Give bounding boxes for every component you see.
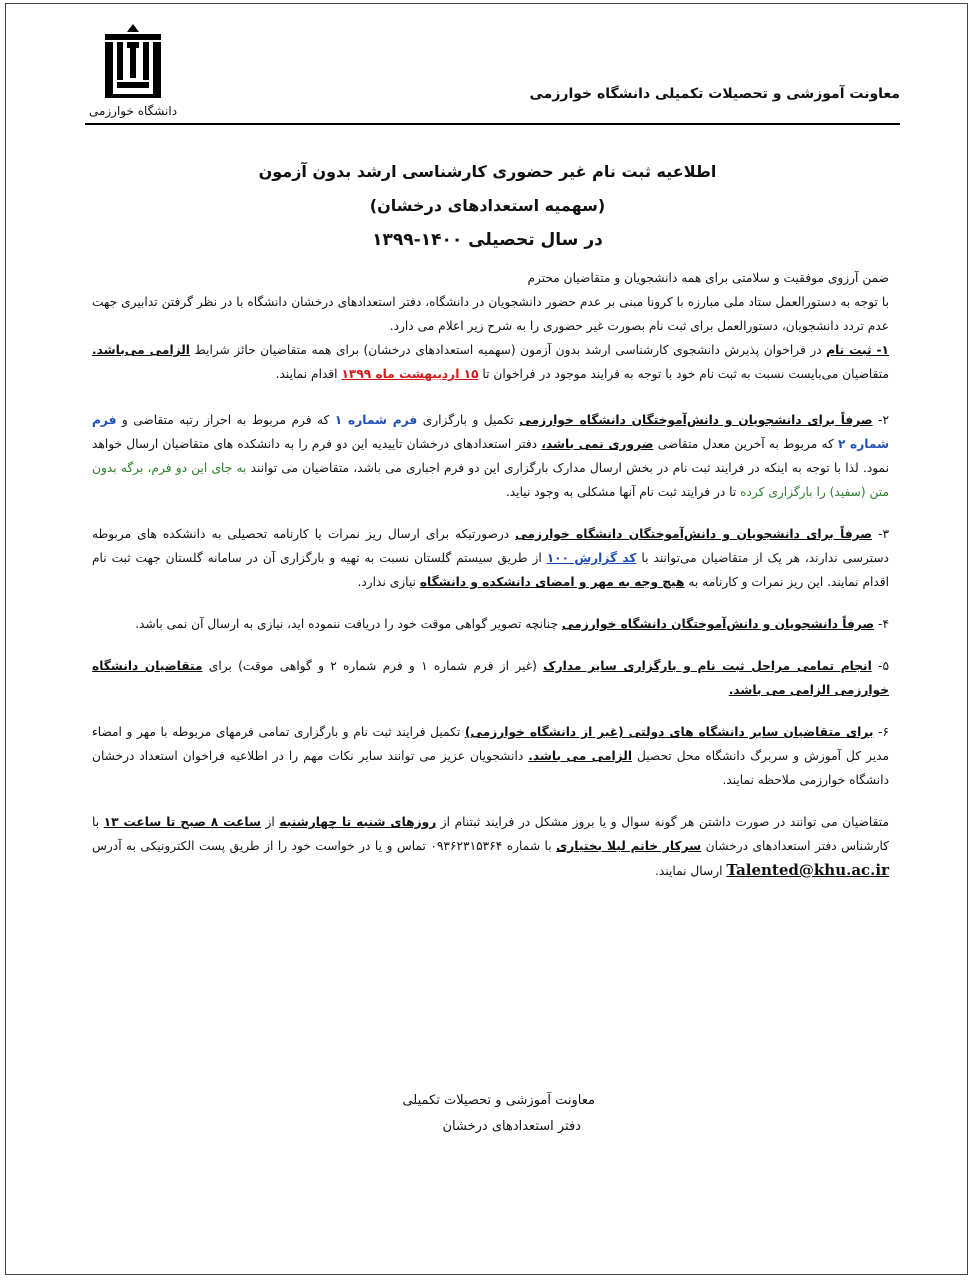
title-line-3: در سال تحصیلی ۱۴۰۰-۱۳۹۹ [372, 230, 603, 250]
logo-caption: دانشگاه خوارزمی [88, 104, 178, 118]
office-title: معاونت آموزشی و تحصیلات تکمیلی دانشگاه خوارزمی [529, 86, 900, 102]
intro-paragraph: با توجه به دستورالعمل ستاد ملی مبارزه با کرونا مبنی بر عدم حضور دانشجویان در دانشگاه، دفتر استعدادهای درخشان دانشگاه با در نظر گرفتن تدابیری جهت عدم تردد دانشجویان، دستورالعمل برای ثبت نام بصورت غیر حضوری را به شرح زیر اعلام می دارد. [92, 295, 889, 333]
item-1: ۱- ثبت نام در فراخوان پذیرش دانشجوی کارشناسی ارشد بدون آزمون (سهمیه استعدادهای درخشان) برای همه متقاضیان حائز شرایط الزامی می‌باشد. متقاضیان می‌بایست نسبت به ثبت نام خود با توجه به فرایند موجود در فراخوان تا ۱۵ اردیبهشت ماه ۱۳۹۹ اقدام نمایند. [92, 343, 889, 381]
item-6-lead: برای متقاضیان سایر دانشگاه های دولتی (غیر از دانشگاه خوارزمی) [464, 725, 874, 739]
announcement-body [92, 266, 889, 883]
item-3-lead: صرفاً برای دانشجویان و دانش‌آموختگان دانشگاه خوارزمی [515, 527, 873, 541]
blank-page-note: به جای این دو فرم، برگه بدون متن (سفید) را بارگزاری کرده [92, 461, 889, 499]
item-2: ۲- صرفاً برای دانشجویان و دانش‌آموختگان دانشگاه خوارزمی تکمیل و بارگزاری فرم شماره ۱ که فرم مربوط به احراز رتبه متقاضی و فرم شماره ۲ که مربوط به آخرین معدل متقاضی ضروری نمی باشد، دفتر استعدادهای درخشان تاییدیه این دو فرم را به دانشکده های متقاضیان ارسال خواهد نمود. لذا با توجه به اینکه در فرایند ثبت نام در بخش ارسال مدارک بارگزاری این دو فرم اجباری می باشد، متقاضیان می توانند به جای این دو فرم، برگه بدون متن (سفید) را بارگزاری کرده تا در فرایند ثبت نام آنها مشکلی به وجود نیاید. [92, 413, 889, 499]
contact-days: روزهای شنبه تا چهارشنبه [279, 815, 437, 829]
item-5: ۵- انجام تمامی مراحل ثبت نام و بارگزاری سایر مدارک (غیر از فرم شماره ۱ و فرم شماره ۲ و گواهی موقت) برای متقاضیان دانشگاه خوارزمی الزامی می باشد. [92, 659, 889, 697]
title-line-1: اطلاعیه ثبت نام غیر حضوری کارشناسی ارشد بدون آزمون [258, 162, 717, 181]
header-divider [85, 123, 900, 125]
item-5-required: متقاضیان دانشگاه خوارزمی الزامی می باشد. [92, 659, 889, 697]
item-1-number: ۱- ثبت نام [826, 343, 889, 357]
contact-paragraph: متقاضیان می توانند در صورت داشتن هر گونه سوال و یا بروز مشکل در فرایند ثبتنام از روزهای شنبه تا چهارشنبه از ساعت ۸ صبح تا ساعت ۱۳ با کارشناس دفتر استعدادهای درخشان سرکار خانم لیلا بختیاری با شماره ۰۹۳۶۲۳۱۵۳۶۴ تماس و یا در خواست خود را از طریق پست الکترونیکی به آدرس Talented@khu.ac.ir ارسال نمایند. [92, 815, 889, 879]
no-stamp-text: هیچ وجه به مهر و امضای دانشکده و دانشگاه [419, 575, 685, 589]
not-required-text: ضروری نمی باشد، [541, 437, 654, 451]
form-1-label: فرم شماره ۱ [334, 413, 418, 427]
report-code: کد گزارش ۱۰۰ [546, 551, 637, 565]
item-4-lead: صرفاً دانشجویان و دانش‌آموختگان دانشگاه خوارزمی [561, 617, 875, 631]
university-logo [88, 22, 178, 118]
greeting: ضمن آرزوی موفقیت و سلامتی برای همه دانشجویان و متقاضیان محترم [527, 271, 889, 285]
required-text: الزامی می‌باشد. [92, 343, 190, 357]
signature-line-2: دفتر استعدادهای درخشان [442, 1119, 581, 1134]
item-2-lead: صرفاً برای دانشجویان و دانش‌آموختگان دانشگاه خوارزمی [519, 413, 873, 427]
form-2-label: فرم شماره ۲ [92, 413, 889, 451]
contact-name: سرکار خانم لیلا بختیاری [556, 839, 702, 853]
title-line-2: (سهمیه استعدادهای درخشان) [369, 196, 606, 215]
item-6: ۶- برای متقاضیان سایر دانشگاه های دولتی (غیر از دانشگاه خوارزمی) تکمیل فرایند ثبت نام و بارگزاری تمامی فرمهای مربوطه با مهر و امضاء مدیر کل آموزش و سربرگ دانشگاه محل تحصیل الزامی می باشد. دانشجویان عزیز می توانند سایر نکات مهم را در اطلاعیه فراخوان استعداد درخشان دانشگاه خوارزمی ملاحظه نمایند. [92, 725, 890, 787]
item-5-lead: انجام تمامی مراحل ثبت نام و بارگزاری سایر مدارک [543, 659, 872, 673]
kharazmi-logo-icon [101, 22, 165, 100]
deadline-date: ۱۵ اردیبهشت ماه ۱۳۹۹ [341, 367, 479, 381]
item-3: ۳- صرفاً برای دانشجویان و دانش‌آموختگان دانشگاه خوارزمی درصورتیکه برای ارسال ریز نمرات یا کارنامه تحصیلی به دانشکده های مربوطه دسترسی ندارند، هر یک از متقاضیان می‌توانند با کد گزارش ۱۰۰ از طریق سیستم گلستان نسبت به تهیه و بارگزاری آن در سامانه گلستان جهت ثبت نام اقدام نمایند. این ریز نمرات و کارنامه به هیچ وجه به مهر و امضای دانشکده و دانشگاه نیازی ندارد. [92, 527, 890, 589]
announcement-title [0, 155, 975, 257]
item-6-required: الزامی می باشد. [528, 749, 633, 763]
signature-block [402, 1088, 595, 1140]
item-4: ۴- صرفاً دانشجویان و دانش‌آموختگان دانشگاه خوارزمی چنانچه تصویر گواهی موقت خود را دریافت ننموده اید، نیازی به ارسال آن نمی باشد. [135, 617, 889, 631]
contact-hours: ساعت ۸ صبح تا ساعت ۱۳ [103, 815, 261, 829]
signature-line-1: معاونت آموزشی و تحصیلات تکمیلی [402, 1093, 595, 1108]
email-link[interactable]: Talented@khu.ac.ir [726, 861, 889, 879]
